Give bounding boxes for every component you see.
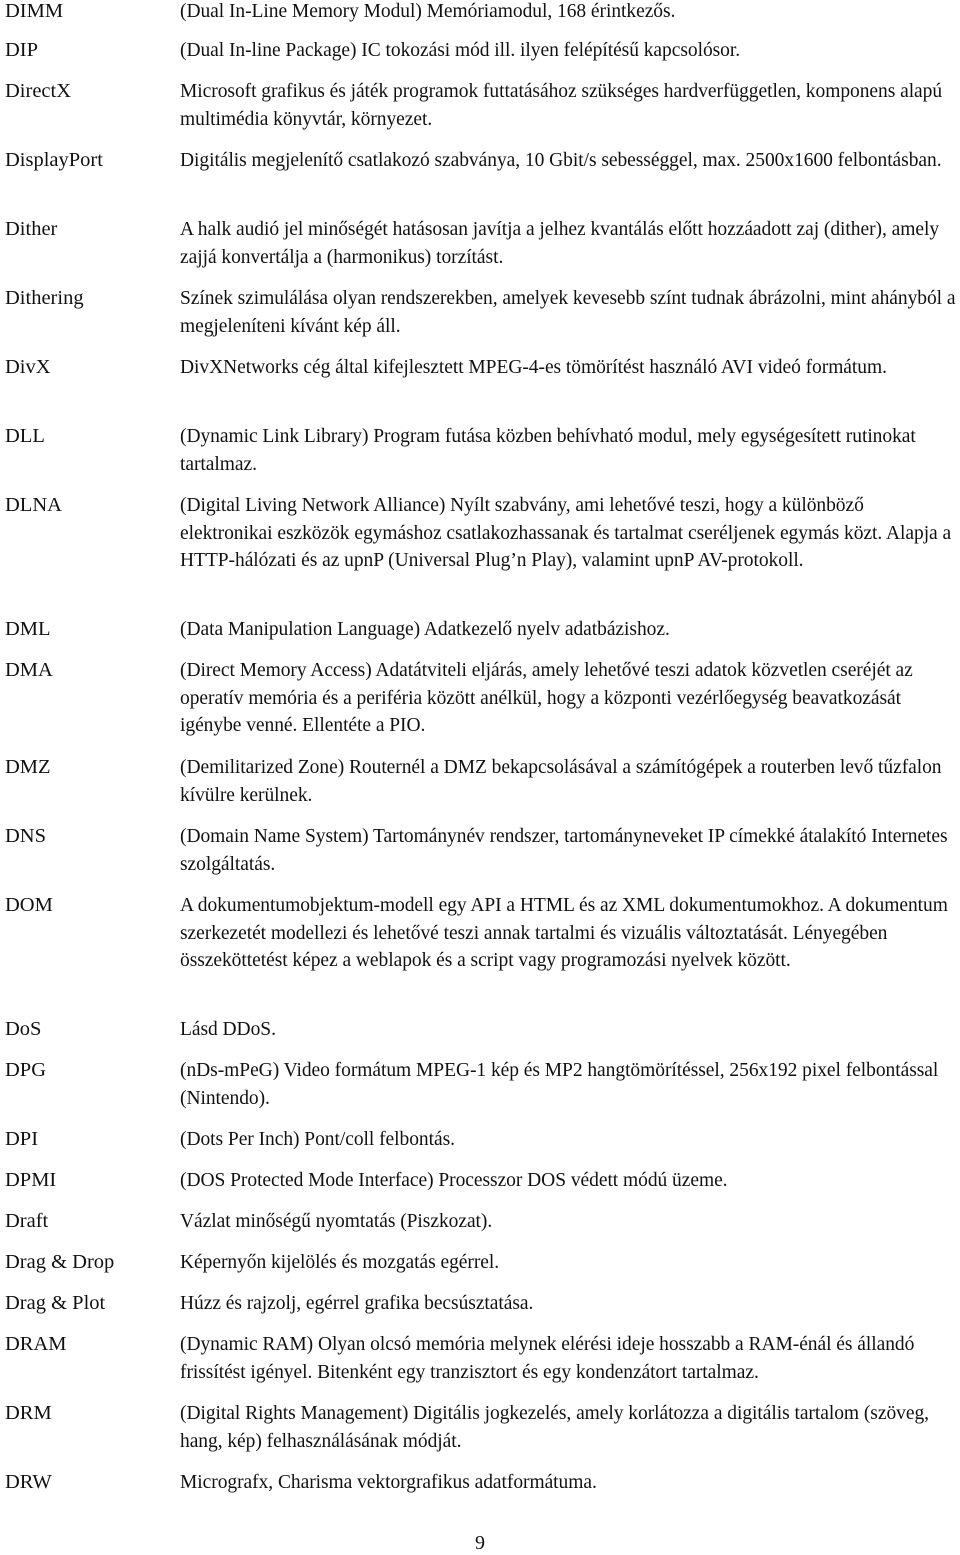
glossary-term: DivX: [5, 356, 51, 378]
glossary-definition: DivXNetworks cég által kifejlesztett MPEG-4-es tömörítést használó AVI videó formátum.: [180, 357, 887, 378]
glossary-term: DirectX: [5, 80, 72, 102]
glossary-definition: (Dual In-line Package) IC tokozási mód ill. ilyen felépítésű kapcsolósor.: [180, 40, 741, 61]
glossary-term: DML: [5, 618, 51, 640]
glossary-term: Draft: [5, 1210, 49, 1232]
glossary-term: Drag & Plot: [5, 1292, 106, 1314]
glossary-definition: (Digital Living Network Alliance) Nyílt szabvány, ami lehetővé teszi, hogy a különböző elektronikai eszközök egymáshoz csatlakozhassanak és tartalmat cseréljenek egymás közt. Alapja a HTTP-hálózati és az upnP (Universal Plug’n Play), valamint upnP AV-protokoll.: [180, 495, 952, 571]
glossary-definition: Digitális megjelenítő csatlakozó szabványa, 10 Gbit/s sebességgel, max. 2500x1600 felbontásban.: [180, 150, 942, 171]
glossary-term: Dithering: [5, 287, 84, 309]
glossary-term: DPG: [5, 1059, 47, 1081]
glossary-term: DOM: [5, 894, 53, 916]
glossary-definition: (Digital Rights Management) Digitális jogkezelés, amely korlátozza a digitális tartalom (szöveg, hang, kép) felhasználásának módját.: [180, 1403, 929, 1452]
glossary-definition: (Dots Per Inch) Pont/coll felbontás.: [180, 1129, 455, 1150]
glossary-definition: (Direct Memory Access) Adatátviteli eljárás, amely lehetővé teszi adatok közvetlen cseréjét az operatív memória és a periféria között anélkül, hogy a központi vezérlőegység beavatkozását igénybe venné. Ellentéte a PIO.: [180, 660, 913, 736]
glossary-term: DoS: [5, 1018, 42, 1040]
glossary-definition: (Domain Name System) Tartománynév rendszer, tartományneveket IP címekké átalakító Internetes szolgáltatás.: [180, 826, 948, 875]
glossary-term: DPMI: [5, 1169, 57, 1191]
glossary-definition: (Dual In-Line Memory Modul) Memóriamodul, 168 érintkezős.: [180, 1, 676, 22]
glossary-term: DisplayPort: [5, 149, 103, 171]
glossary-term: DRW: [5, 1471, 52, 1493]
glossary-definition: Lásd DDoS.: [180, 1019, 276, 1040]
glossary-term: DMA: [5, 659, 53, 681]
glossary-definition: Vázlat minőségű nyomtatás (Piszkozat).: [180, 1211, 493, 1232]
glossary-definition: (Dynamic Link Library) Program futása közben behívható modul, mely egységesített rutinokat tartalmaz.: [180, 426, 916, 475]
page-number: 9: [475, 1532, 485, 1554]
glossary-definition: (nDs-mPeG) Video formátum MPEG-1 kép és MP2 hangtömörítéssel, 256x192 pixel felbontással (Nintendo).: [180, 1060, 939, 1109]
glossary-definition: (Dynamic RAM) Olyan olcsó memória melynek elérési ideje hosszabb a RAM-énál és állandó frissítést igényel. Bitenként egy tranzisztort és egy kondenzátort tartalmaz.: [180, 1334, 915, 1383]
glossary-term: DRAM: [5, 1333, 67, 1355]
glossary-term: DIP: [5, 39, 39, 61]
glossary-term: DPI: [5, 1128, 39, 1150]
glossary-definition: (Demilitarized Zone) Routernél a DMZ bekapcsolásával a számítógépek a routerben levő tűzfalon kívülre kerülnek.: [180, 757, 942, 806]
glossary-definition: (DOS Protected Mode Interface) Processzor DOS védett módú üzeme.: [180, 1170, 728, 1191]
glossary-definition: A halk audió jel minőségét hatásosan javítja a jelhez kvantálás előtt hozzáadott zaj (dither), amely zajjá konvertálja a (harmonikus) torzítást.: [180, 219, 940, 268]
glossary-term: DMZ: [5, 756, 51, 778]
glossary-term: DRM: [5, 1402, 52, 1424]
glossary-term: DIMM: [5, 0, 64, 22]
glossary-definition: Színek szimulálása olyan rendszerekben, amelyek kevesebb színt tudnak ábrázolni, mint ahányból a megjeleníteni kívánt kép áll.: [180, 288, 956, 337]
glossary-term: Drag & Drop: [5, 1251, 115, 1273]
glossary-definition: Microsoft grafikus és játék programok futtatásához szükséges hardverfüggetlen, komponens alapú multimédia könyvtár, környezet.: [180, 81, 943, 130]
glossary-definition: (Data Manipulation Language) Adatkezelő nyelv adatbázishoz.: [180, 619, 670, 640]
glossary-term: DLL: [5, 425, 45, 447]
glossary-term: DLNA: [5, 494, 62, 516]
glossary-term: Dither: [5, 218, 58, 240]
glossary-definition: A dokumentumobjektum-modell egy API a HTML és az XML dokumentumokhoz. A dokumentum szerkezetét modellezi és lehetővé teszi annak tartalmi és vizuális változtatását. Lényegében összeköttetést képez a weblapok és a script vagy programozási nyelvek között.: [180, 895, 948, 971]
glossary-definition: Képernyőn kijelölés és mozgatás egérrel.: [180, 1252, 500, 1273]
glossary-definition: Micrografx, Charisma vektorgrafikus adatformátuma.: [180, 1472, 597, 1493]
glossary-term: DNS: [5, 825, 47, 847]
glossary-definition: Húzz és rajzolj, egérrel grafika becsúsztatása.: [180, 1293, 534, 1314]
